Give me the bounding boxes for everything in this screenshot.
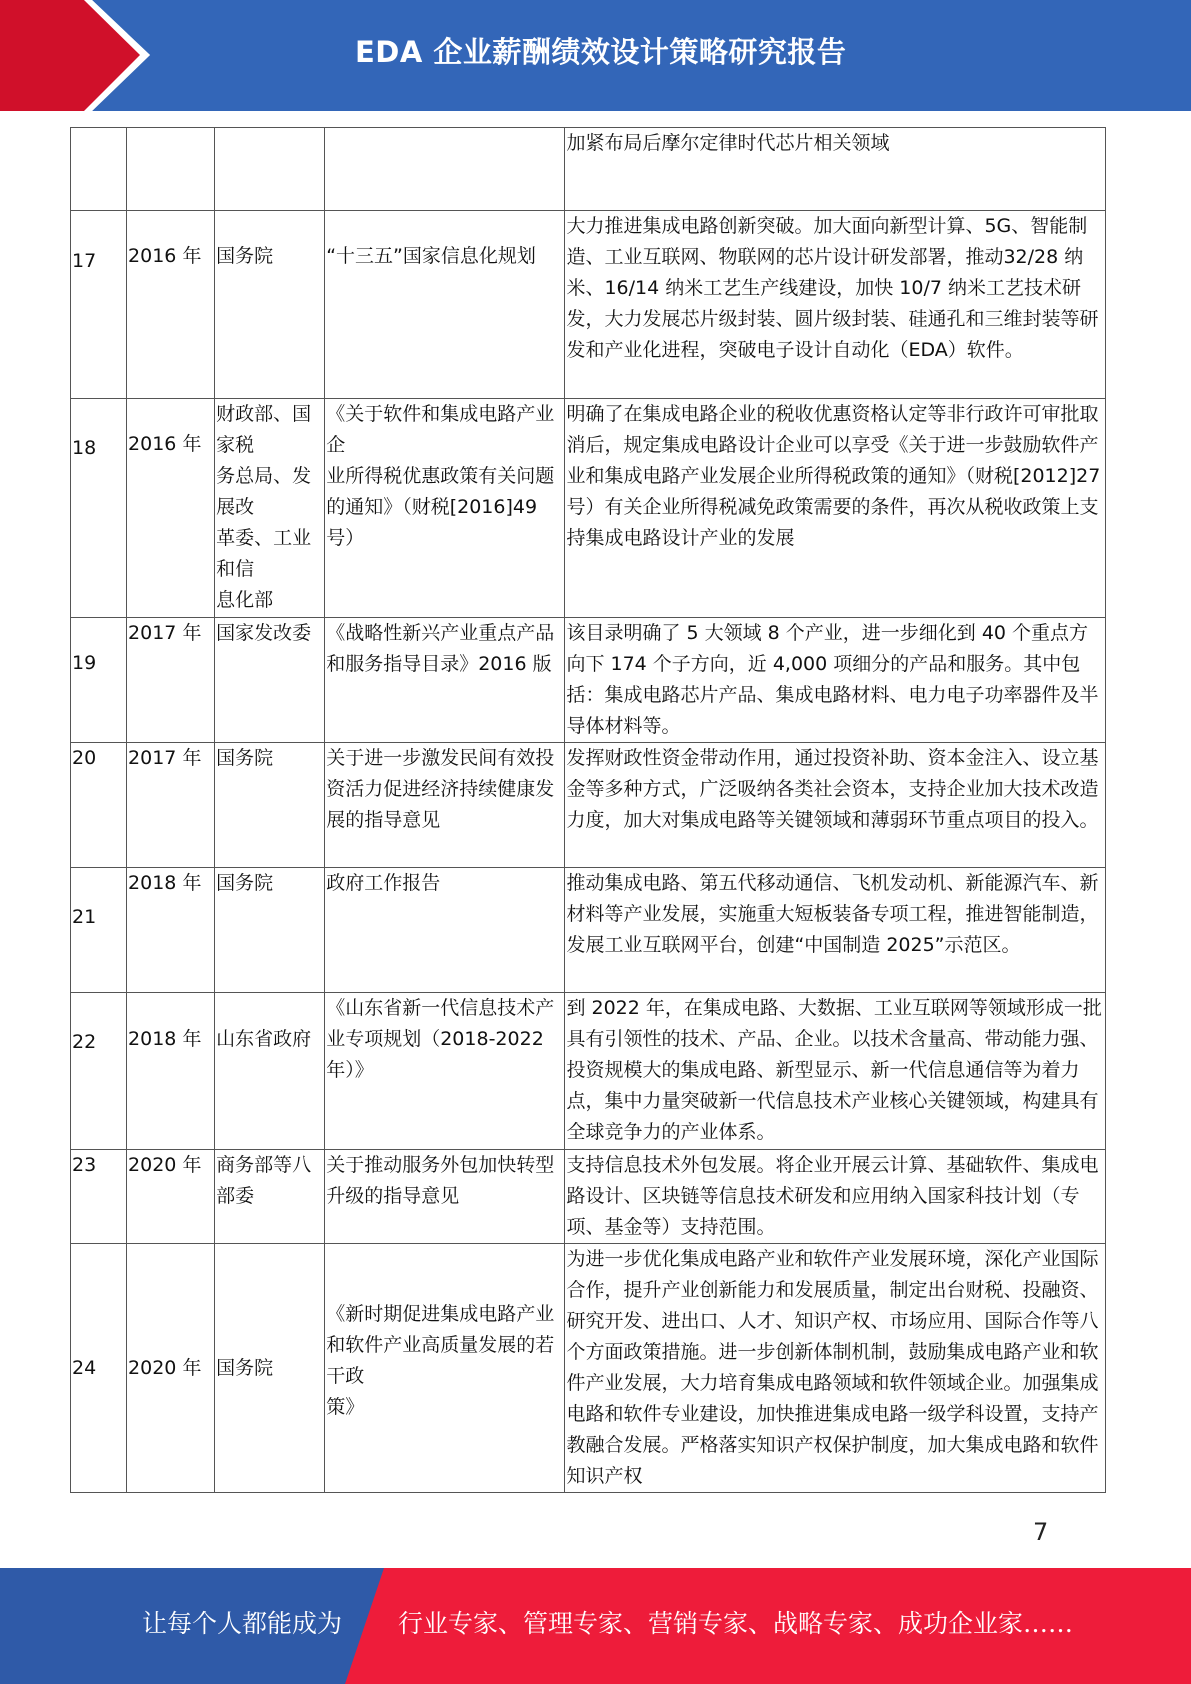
row-number: 24 xyxy=(71,1244,127,1493)
row-year xyxy=(127,128,215,211)
table-row xyxy=(71,743,1106,868)
row-document: 关于进一步激发民间有效投资活力促进经济持续健康发展的指导意见 xyxy=(325,743,565,868)
row-description: 支持信息技术外包发展。将企业开展云计算、基础软件、集成电路设计、区块链等信息技术研发和应用纳入国家科技计划（专项、基金等）支持范围。 xyxy=(565,1150,1106,1244)
row-issuer xyxy=(215,128,325,211)
table-row xyxy=(71,128,1106,211)
page-footer xyxy=(0,1568,1191,1684)
table-row xyxy=(71,1244,1106,1493)
row-issuer: 国务院 xyxy=(215,1244,325,1493)
table-row xyxy=(71,868,1106,993)
row-description: 发挥财政性资金带动作用，通过投资补助、资本金注入、设立基金等多种方式，广泛吸纳各类社会资本，支持企业加大技术改造力度，加大对集成电路等关键领域和薄弱环节重点项目的投入。 xyxy=(565,743,1106,868)
row-year: 2020 年 xyxy=(127,1150,215,1244)
row-year: 2017 年 xyxy=(127,743,215,868)
report-title: EDA 企业薪酬绩效设计策略研究报告 xyxy=(355,35,847,69)
row-description: 推动集成电路、第五代移动通信、飞机发动机、新能源汽车、新材料等产业发展，实施重大短板装备专项工程，推进智能制造，发展工业互联网平台，创建“中国制造 2025”示范区。 xyxy=(565,868,1106,993)
row-document xyxy=(325,128,565,211)
row-document: 政府工作报告 xyxy=(325,868,565,993)
row-document: “十三五”国家信息化规划 xyxy=(325,211,565,399)
row-number: 21 xyxy=(71,868,127,993)
table-row xyxy=(71,1150,1106,1244)
row-document: 《新时期促进集成电路产业和软件产业高质量发展的若干政 策》 xyxy=(325,1244,565,1493)
table-row xyxy=(71,211,1106,399)
row-year: 2017 年 xyxy=(127,618,215,743)
row-description: 为进一步优化集成电路产业和软件产业发展环境，深化产业国际合作，提升产业创新能力和发展质量，制定出台财税、投融资、研究开发、进出口、人才、知识产权、市场应用、国际合作等八个方面政策措施。进一步创新体制机制，鼓励集成电路产业和软件产业发展，大力培育集成电路领域和软件领域企业。加强集成电路和软件专业建设，加快推进集成电路一级学科设置，支持产教融合发展。严格落实知识产权保护制度，加大集成电路和软件知识产权 xyxy=(565,1244,1106,1493)
row-description: 明确了在集成电路企业的税收优惠资格认定等非行政许可审批取消后，规定集成电路设计企业可以享受《关于进一步鼓励软件产业和集成电路产业发展企业所得税政策的通知》（财税[2012]27 号）有关企业所得税减免政策需要的条件，再次从税收政策上支持集成电路设计产业的发展 xyxy=(565,399,1106,618)
row-number: 18 xyxy=(71,399,127,618)
page-header xyxy=(0,0,1191,111)
row-issuer: 国务院 xyxy=(215,211,325,399)
row-document: 《山东省新一代信息技术产业专项规划（2018-2022 年）》 xyxy=(325,993,565,1150)
row-issuer: 国家发改委 xyxy=(215,618,325,743)
row-issuer: 国务院 xyxy=(215,743,325,868)
table-row xyxy=(71,399,1106,618)
row-document: 《战略性新兴产业重点产品和服务指导目录》2016 版 xyxy=(325,618,565,743)
row-year: 2018 年 xyxy=(127,868,215,993)
row-year: 2016 年 xyxy=(127,399,215,618)
row-number xyxy=(71,128,127,211)
row-issuer: 商务部等八部委 xyxy=(215,1150,325,1244)
row-description: 到 2022 年，在集成电路、大数据、工业互联网等领域形成一批具有引领性的技术、产品、企业。以技术含量高、带动能力强、投资规模大的集成电路、新型显示、新一代信息通信等为着力点，集中力量突破新一代信息技术产业核心关键领域，构建具有全球竞争力的产业体系。 xyxy=(565,993,1106,1150)
footer-slogan-right: 行业专家、管理专家、营销专家、战略专家、成功企业家…… xyxy=(398,1609,1074,1638)
header-red-arrow-decoration xyxy=(0,0,150,111)
row-year: 2018 年 xyxy=(127,993,215,1150)
row-number: 20 xyxy=(71,743,127,868)
row-description: 该目录明确了 5 大领域 8 个产业，进一步细化到 40 个重点方向下 174 个子方向，近 4,000 项细分的产品和服务。其中包括：集成电路芯片产品、集成电路材料、电力电子功率器件及半导体材料等。 xyxy=(565,618,1106,743)
row-year: 2020 年 xyxy=(127,1244,215,1493)
row-number: 17 xyxy=(71,211,127,399)
row-number: 23 xyxy=(71,1150,127,1244)
table-row xyxy=(71,618,1106,743)
row-document: 《关于软件和集成电路产业企 业所得税优惠政策有关问题的通知》（财税[2016]49 号） xyxy=(325,399,565,618)
row-issuer: 山东省政府 xyxy=(215,993,325,1150)
row-number: 22 xyxy=(71,993,127,1150)
table-row xyxy=(71,993,1106,1150)
row-description: 加紧布局后摩尔定律时代芯片相关领域 xyxy=(565,128,1106,211)
policy-table xyxy=(70,127,1106,1493)
row-document: 关于推动服务外包加快转型升级的指导意见 xyxy=(325,1150,565,1244)
row-description: 大力推进集成电路创新突破。加大面向新型计算、5G、智能制造、工业互联网、物联网的芯片设计研发部署，推动32/28 纳米、16/14 纳米工艺生产线建设，加快 10/7 纳米工艺技术研发，大力发展芯片级封装、圆片级封装、硅通孔和三维封装等研发和产业化进程，突破电子设计自动化（EDA）软件。 xyxy=(565,211,1106,399)
page-number: 7 xyxy=(1033,1518,1049,1546)
row-year: 2016 年 xyxy=(127,211,215,399)
row-issuer: 财政部、国家税 务总局、发展改 革委、工业和信 息化部 xyxy=(215,399,325,618)
row-number: 19 xyxy=(71,618,127,743)
footer-slogan-left: 让每个人都能成为 xyxy=(142,1609,343,1638)
row-issuer: 国务院 xyxy=(215,868,325,993)
